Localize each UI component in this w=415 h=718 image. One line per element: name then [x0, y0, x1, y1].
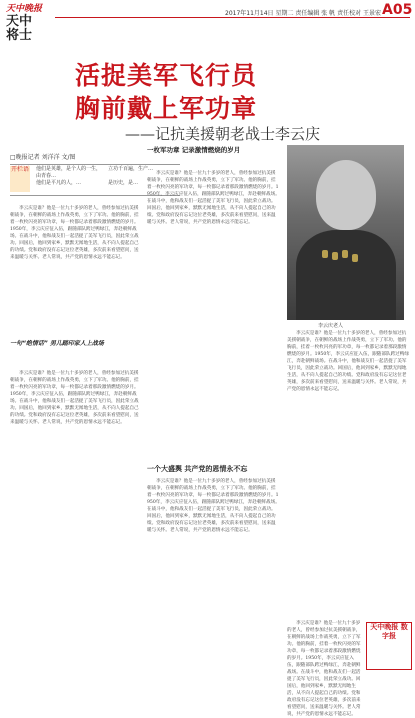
photo-figure-body: [296, 230, 396, 320]
header-rule: [55, 17, 410, 18]
section-name-2: 将士: [6, 28, 33, 43]
section-heading-1-text: 一句“绝情话” 男儿踏印家人上战场: [10, 340, 104, 347]
brand-name: 天中晚报: [6, 4, 43, 14]
medal-icon: [322, 250, 328, 258]
byline: □晚报记者 刘洋洋 文/图: [10, 154, 76, 161]
body-column-5: 李云庆是谁？他是一位九十多岁的老人，曾经参加过抗美援朝战争，在朝鲜的战场上作战英勇，立下了军功。他的胸前，挂着一枚枚闪亮的军功章，每一枚都记录着那段激情燃烧的岁月。1950年，李云庆应征入伍，跟随部队跨过鸭绿江，奔赴朝鲜战场。在战斗中，他和战友们一起活捉了美军飞行员，因此荣立战功。回国后，他回到家乡，默默无闻地生活，从不向人提起自己的功绩。党和政府没有忘记这位老英雄，多次前来看望慰问，送来温暖与关怀。老人常说，共产党的恩情永远不能忘记。: [287, 331, 409, 392]
medal-icon: [342, 250, 348, 258]
headline-line1: 活捉美军飞行员: [75, 61, 258, 90]
intro-item-4: 是历史，是…: [108, 180, 139, 186]
photo-caption: 李云庆老人: [318, 323, 344, 329]
section-heading-1: [10, 340, 135, 348]
intro-item-2: 他们是平凡的人，…: [36, 180, 82, 186]
headline-line2: 胸前戴上军功章: [75, 94, 258, 123]
qr-stamp: 天中晚报 数字报: [366, 622, 412, 670]
intro-tag: 开栏语: [10, 166, 30, 192]
body-column-2: 李云庆是谁？他是一位九十多岁的老人，曾经参加过抗美援朝战争，在朝鲜的战场上作战英勇，立下了军功。他的胸前，挂着一枚枚闪亮的军功章，每一枚都记录着那段激情燃烧的岁月。1950年，李云庆应征入伍，跟随部队跨过鸭绿江，奔赴朝鲜战场。在战斗中，他和战友们一起活捉了美军飞行员，因此荣立战功。回国后，他回到家乡，默默无闻地生活，从不向人提起自己的功绩。党和政府没有忘记这位老英雄，多次前来看望慰问，送来温暖与关怀。老人常说，共产党的恩情永远不能忘记。: [10, 371, 139, 425]
intro-item-1: 他们是英雄，是个人的一生，由青春…: [36, 166, 102, 179]
body-column-1: 李云庆是谁？他是一位九十多岁的老人，曾经参加过抗美援朝战争，在朝鲜的战场上作战英勇，立下了军功。他的胸前，挂着一枚枚闪亮的军功章，每一枚都记录着那段激情燃烧的岁月。1950年，李云庆应征入伍，跟随部队跨过鸭绿江，奔赴朝鲜战场。在战斗中，他和战友们一起活捉了美军飞行员，因此荣立战功。回国后，他回到家乡，默默无闻地生活，从不向人提起自己的功绩。党和政府没有忘记这位老英雄，多次前来看望慰问，送来温暖与关怀。老人常说，共产党的恩情永远不能忘记。: [10, 206, 139, 260]
medal-icon: [352, 254, 358, 262]
masthead-logo: [6, 4, 48, 43]
section-heading-2: 一枚军功章 记录激情燃烧的岁月: [147, 146, 241, 154]
page-number: A05: [382, 2, 413, 18]
section-heading-3: 一个大盛舆 共产党的恩情永不忘: [147, 465, 248, 473]
headline-subtitle: ——记抗美援朝老战士李云庆: [125, 125, 321, 143]
body-column-4: 李云庆是谁？他是一位九十多岁的老人，曾经参加过抗美援朝战争，在朝鲜的战场上作战英勇，立下了军功。他的胸前，挂着一枚枚闪亮的军功章，每一枚都记录着那段激情燃烧的岁月。1950年，李云庆应征入伍，跟随部队跨过鸭绿江，奔赴朝鲜战场。在战斗中，他和战友们一起活捉了美军飞行员，因此荣立战功。回国后，他回到家乡，默默无闻地生活，从不向人提起自己的功绩。党和政府没有忘记这位老英雄，多次前来看望慰问，送来温暖与关怀。老人常说，共产党的恩情永远不能忘记。: [147, 479, 280, 533]
medal-icon: [332, 252, 338, 260]
body-column-3: 李云庆是谁？他是一位九十多岁的老人，曾经参加过抗美援朝战争，在朝鲜的战场上作战英勇，立下了军功。他的胸前，挂着一枚枚闪亮的军功章，每一枚都记录着那段激情燃烧的岁月。1950年，李云庆应征入伍，跟随部队跨过鸭绿江，奔赴朝鲜战场。在战斗中，他和战友们一起活捉了美军飞行员，因此荣立战功。回国后，他回到家乡，默默无闻地生活，从不向人提起自己的功绩。党和政府没有忘记这位老英雄，多次前来看望慰问，送来温暖与关怀。老人常说，共产党的恩情永远不能忘记。: [147, 171, 280, 225]
intro-item-3: 立功千百遍，生产…: [108, 166, 154, 172]
photo-figure-face: [316, 160, 376, 230]
body-column-6: 李云庆是谁？他是一位九十多岁的老人，曾经参加过抗美援朝战争，在朝鲜的战场上作战英勇，立下了军功。他的胸前，挂着一枚枚闪亮的军功章，每一枚都记录着那段激情燃烧的岁月。1950年，李云庆应征入伍，跟随部队跨过鸭绿江，奔赴朝鲜战场。在战斗中，他和战友们一起活捉了美军飞行员，因此荣立战功。回国后，他回到家乡，默默无闻地生活，从不向人提起自己的功绩。党和政府没有忘记这位老英雄，多次前来看望慰问，送来温暖与关怀。老人常说，共产党的恩情永远不能忘记。: [287, 621, 361, 717]
header-meta: 2017年11月14日 星期二 责任编辑 张 帆 责任校对 王景宏: [225, 10, 381, 17]
section-name-1: 天中: [6, 14, 33, 29]
